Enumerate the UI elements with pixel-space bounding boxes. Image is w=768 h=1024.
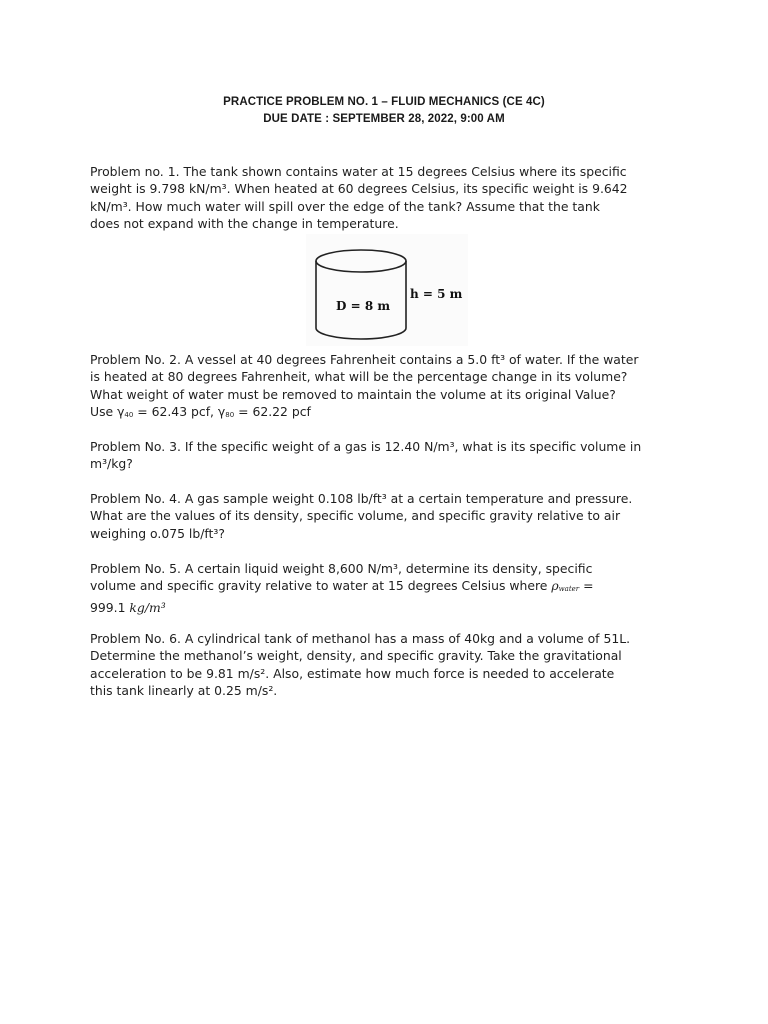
problem-5-line: [90, 577, 690, 598]
problem-4-line: What are the values of its density, specific volume, and specific gravity relative to air: [90, 508, 621, 524]
problem-3-line: Problem No. 3. If the specific weight of a gas is 12.40 N/m³, what is its specific volume in: [90, 439, 642, 454]
gamma-40-value: = 62.43 pcf, γ: [133, 404, 226, 420]
problem-6: [90, 630, 690, 700]
problem-1-line: kN/m³. How much water will spill over the edge of the tank? Assume that the tank: [90, 198, 600, 214]
problem-2-gamma-line: [90, 403, 690, 424]
rho-symbol: ρ: [551, 578, 559, 594]
problem-4-line: weighing o.075 lb/ft³?: [90, 525, 225, 541]
problem-5-line: Problem No. 5. A certain liquid weight 8,600 N/m³, determine its density, specific: [90, 561, 593, 576]
problem-5-text: volume and specific gravity relative to water at 15 degrees Celsius where: [90, 578, 552, 594]
water-density-value: 999.1: [90, 599, 130, 615]
problem-5-line: [90, 599, 690, 616]
gamma-80-value: = 62.22 pcf: [234, 404, 311, 420]
problem-1: [90, 163, 690, 233]
problem-2: [90, 351, 690, 425]
problem-3: [90, 438, 690, 473]
height-label: h = 5 m: [410, 287, 463, 301]
water-density-unit: kg/m³: [129, 599, 166, 615]
problem-3-line: m³/kg?: [90, 456, 133, 472]
problem-5: [90, 560, 690, 616]
cylinder-tank-diagram: [306, 234, 468, 346]
problem-2-line: What weight of water must be removed to maintain the volume at its original Value?: [90, 386, 616, 402]
gamma-prefix: Use γ: [90, 404, 125, 420]
problem-6-line: this tank linearly at 0.25 m/s².: [90, 683, 278, 699]
gamma-80-subscript: 80: [225, 411, 235, 420]
tank-figure: [306, 234, 468, 346]
document-title: PRACTICE PROBLEM NO. 1 – FLUID MECHANICS (CE 4C): [223, 96, 545, 108]
problem-6-line: Problem No. 6. A cylindrical tank of methanol has a mass of 40kg and a volume of 51L.: [90, 631, 631, 646]
due-date: DUE DATE : SEPTEMBER 28, 2022, 9:00 AM: [263, 113, 505, 125]
problem-2-line: Problem No. 2. A vessel at 40 degrees Fahrenheit contains a 5.0 ft³ of water. If the water: [90, 352, 639, 367]
gamma-40-subscript: 40: [124, 411, 134, 420]
problem-6-line: acceleration to be 9.81 m/s². Also, estimate how much force is needed to accelerate: [90, 665, 615, 681]
problem-2-line: is heated at 80 degrees Fahrenheit, what will be the percentage change in its volume?: [90, 369, 628, 385]
rho-equals: =: [579, 578, 594, 594]
problem-1-line: does not expand with the change in temperature.: [90, 216, 399, 232]
rho-subscript: water: [558, 585, 580, 594]
problem-6-line: Determine the methanol’s weight, density, and specific gravity. Take the gravitational: [90, 648, 622, 664]
problem-1-line: weight is 9.798 kN/m³. When heated at 60 degrees Celsius, its specific weight is 9.642: [90, 181, 628, 197]
document-header: [0, 94, 768, 128]
diameter-label: D = 8 m: [336, 299, 391, 313]
problem-1-line: Problem no. 1. The tank shown contains water at 15 degrees Celsius where its specific: [90, 164, 627, 179]
problem-4-line: Problem No. 4. A gas sample weight 0.108 lb/ft³ at a certain temperature and pressure.: [90, 491, 633, 506]
problem-4: [90, 490, 690, 542]
